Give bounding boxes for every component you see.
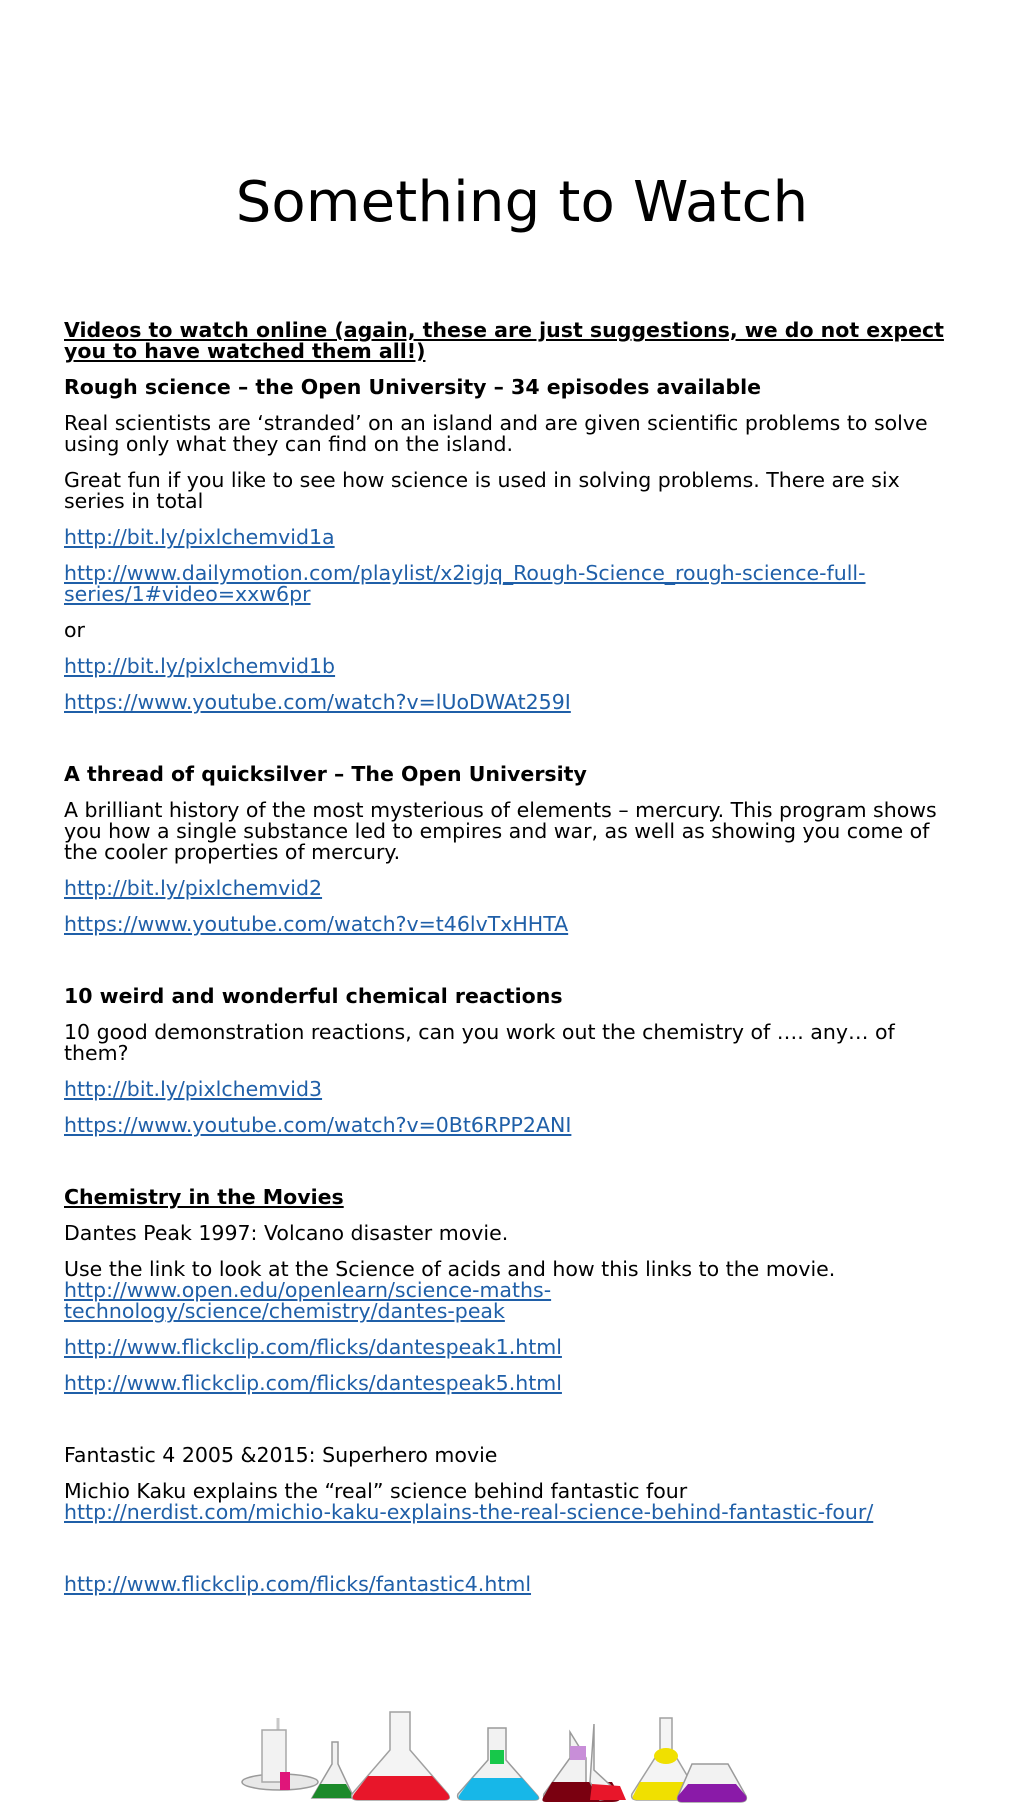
rough-science-heading: Rough science – the Open University – 34 episodes available [64,375,762,399]
rough-science-link-1[interactable]: http://bit.ly/pixlchemvid1a [64,525,335,549]
document-body [64,320,944,1610]
quicksilver-link-1[interactable]: http://bit.ly/pixlchemvid2 [64,876,323,900]
fantastic-four-description: Michio Kaku explains the “real” science behind fantastic four [64,1479,688,1503]
rough-science-link-3[interactable]: http://bit.ly/pixlchemvid1b [64,654,336,678]
lab-flasks-illustration [240,1710,750,1804]
reactions-heading: 10 weird and wonderful chemical reactions [64,984,563,1008]
dantes-peak-description: Use the link to look at the Science of acids and how this links to the movie. [64,1257,836,1281]
rough-science-description-2: Great fun if you like to see how science is used in solving problems. There are six series in total [64,468,900,513]
intro-heading: Videos to watch online (again, these are just suggestions, we do not expect you to have watched them all!) [64,318,944,363]
rough-science-link-4[interactable]: https://www.youtube.com/watch?v=lUoDWAt259I [64,690,571,714]
fantastic-four-link-nerdist[interactable]: http://nerdist.com/michio-kaku-explains-the-real-science-behind-fantastic-four/ [64,1500,874,1524]
reactions-description: 10 good demonstration reactions, can you work out the chemistry of …. any… of them? [64,1020,895,1065]
dantes-peak-link-openlearn[interactable]: http://www.open.edu/openlearn/science-maths-technology/science/chemistry/dantes-peak [64,1278,552,1323]
fantastic-four-link-flickclip[interactable]: http://www.flickclip.com/flicks/fantastic4.html [64,1572,532,1596]
reactions-link-2[interactable]: https://www.youtube.com/watch?v=0Bt6RPP2ANI [64,1113,572,1137]
fantastic-four-title: Fantastic 4 2005 &2015: Superhero movie [64,1443,498,1467]
page-title: Something to Watch [235,170,809,235]
dantes-peak-link-flickclip-5[interactable]: http://www.flickclip.com/flicks/dantespeak5.html [64,1371,562,1395]
quicksilver-heading: A thread of quicksilver – The Open University [64,762,587,786]
movies-heading: Chemistry in the Movies [64,1185,344,1209]
pink-liquid-icon [280,1772,290,1790]
quicksilver-link-2[interactable]: https://www.youtube.com/watch?v=t46lvTxHHTA [64,912,569,936]
rough-science-description: Real scientists are ‘stranded’ on an island and are given scientific problems to solve using only what they can find on the island. [64,411,928,456]
dantes-peak-title: Dantes Peak 1997: Volcano disaster movie. [64,1221,509,1245]
quicksilver-description: A brilliant history of the most mysterious of elements – mercury. This program shows you how a single substance led to empires and war, as well as showing you come of the cooler properties of mercury. [64,798,937,864]
or-text: or [64,618,85,642]
dantes-peak-link-flickclip-1[interactable]: http://www.flickclip.com/flicks/dantespeak1.html [64,1335,562,1359]
rough-science-link-2[interactable]: http://www.dailymotion.com/playlist/x2igjq_Rough-Science_rough-science-full-series/1#video=xxw6pr [64,561,866,606]
reactions-link-1[interactable]: http://bit.ly/pixlchemvid3 [64,1077,323,1101]
